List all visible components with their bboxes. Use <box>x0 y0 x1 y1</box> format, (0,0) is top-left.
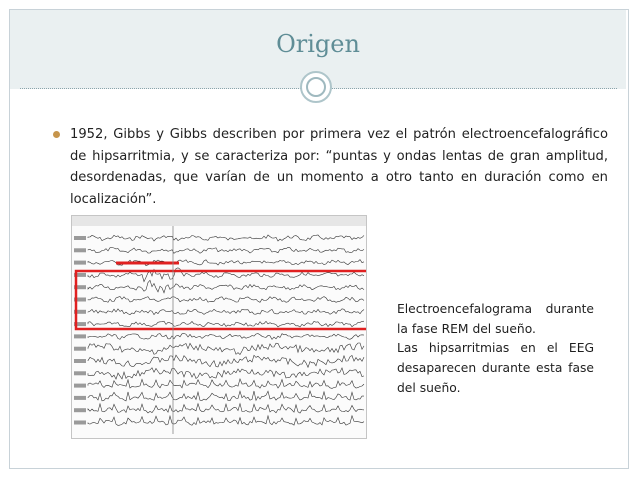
eeg-channel-trace <box>88 416 364 426</box>
eeg-channel-label <box>74 421 86 425</box>
bullet-text: 1952, Gibbs y Gibbs describen por primera vez el patrón electroencefalográfico de hipsarritmia, y se caracteriza por: “puntas y ondas lentas de gran amplitud, desordenadas, que varían de un momento a otro tanto en duración como en localización”. <box>70 127 608 207</box>
ring-ornament-icon <box>300 71 332 103</box>
eeg-channel-trace <box>88 321 364 327</box>
eeg-channel-trace <box>88 379 364 389</box>
eeg-caption <box>397 300 594 399</box>
eeg-channel-label <box>74 334 86 338</box>
eeg-image <box>71 215 367 439</box>
eeg-channel-trace <box>88 247 364 253</box>
caption-line-2: Las hipsarritmias en el EEG desaparecen durante esta fase del sueño. <box>397 341 594 395</box>
eeg-channel-label <box>74 384 86 388</box>
eeg-channel-trace <box>88 333 364 339</box>
eeg-channel-trace <box>88 391 364 401</box>
eeg-channel-label <box>74 359 86 363</box>
eeg-channel-trace <box>88 343 364 355</box>
eeg-channel-label <box>74 261 86 265</box>
eeg-channel-trace <box>88 355 364 367</box>
bullet-item <box>50 124 608 210</box>
eeg-header-strip <box>72 216 366 226</box>
slide-title: Origen <box>276 30 360 58</box>
eeg-traces <box>72 216 366 438</box>
eeg-highlight-box <box>76 271 366 329</box>
eeg-channel-label <box>74 371 86 375</box>
eeg-channel-label <box>74 396 86 400</box>
eeg-channel-trace <box>88 368 364 379</box>
eeg-channel-trace <box>88 280 364 293</box>
eeg-channel-label <box>74 347 86 351</box>
eeg-channel-label <box>74 248 86 252</box>
eeg-channel-trace <box>88 404 364 414</box>
eeg-channel-trace <box>88 309 364 315</box>
caption-line-1: Electroencefalograma durante la fase REM del sueño. <box>397 302 594 336</box>
eeg-channel-trace <box>88 297 364 303</box>
eeg-channel-label <box>74 408 86 412</box>
eeg-channel-trace <box>88 235 364 241</box>
eeg-channel-label <box>74 236 86 240</box>
